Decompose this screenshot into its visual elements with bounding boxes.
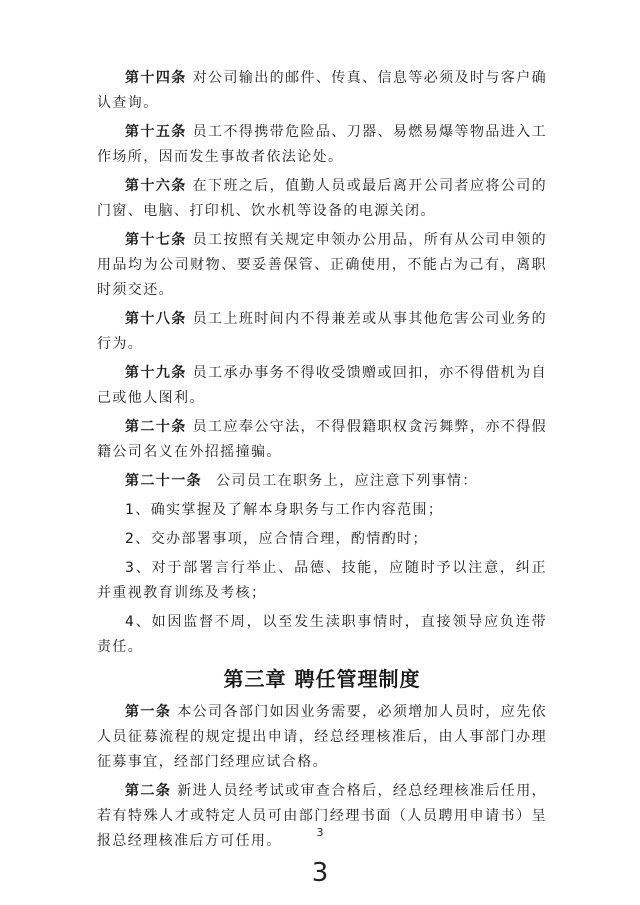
chapter3-article-1 [97, 700, 547, 775]
article-21 [97, 469, 547, 494]
article-text: 本公司各部门如因业务需要，必须增加人员时，应先依人员征募流程的规定提出申请，经总经理核准后，由人事部门办理征募事宜，经部门经理应试合格。 [97, 704, 547, 770]
article-20 [97, 415, 547, 465]
article-text: 员工承办事务不得收受馈赠或回扣，亦不得借机为自己或他人图利。 [97, 365, 547, 406]
article-text: 在下班之后，值勤人员或最后离开公司者应将公司的门窗、电脑、打印机、饮水机等设备的电源关闭。 [97, 178, 547, 219]
article-text: 员工按照有关规定申领办公用品，所有从公司申领的用品均为公司财物、要妥善保管、正确使用，不能占为己有，离职时须交还。 [97, 232, 547, 298]
page-number-small: 3 [316, 826, 324, 839]
article-text: 员工应奉公守法，不得假籍职权贪污舞弊，亦不得假籍公司名义在外招摇撞骗。 [97, 419, 547, 460]
chapter-title: 第三章 聘任管理制度 [223, 667, 421, 691]
list-item: 4、如因监督不周，以至发生渎职事情时，直接领导应负连带责任。 [97, 614, 547, 655]
article-label: 第二十条 [125, 419, 187, 435]
article-text: 新进人员经考试或审查合格后，经总经理核准后任用，若有特殊人才或特定人员可由部门经理书面（人员聘用申请书）呈报总经理核准后方可任用。 [97, 783, 547, 849]
article-text: 对公司输出的邮件、传真、信息等必须及时与客户确认查询。 [97, 70, 547, 111]
article-label: 第二十一条 [125, 473, 202, 489]
list-item: 3、对于部署言行举止、品德、技能，应随时予以注意，纠正并重视教育训练及考核； [97, 560, 547, 601]
article-label: 第十七条 [125, 232, 187, 248]
article-16 [97, 174, 547, 224]
article-14 [97, 66, 547, 116]
article-label: 第十四条 [125, 70, 187, 86]
article-label: 第十六条 [125, 178, 187, 194]
chapter3-article-2 [97, 779, 547, 854]
article-label: 第十五条 [125, 124, 187, 140]
list-item: 1、确实掌握及了解本身职务与工作内容范围； [125, 502, 444, 518]
article-19 [97, 361, 547, 411]
article-text: 员工不得携带危险品、刀器、易燃易爆等物品进入工作场所，因而发生事故者依法论处。 [97, 124, 547, 165]
article-label: 第二条 [125, 783, 172, 799]
article-label: 第十九条 [125, 365, 187, 381]
article-text: 员工上班时间内不得兼差或从事其他危害公司业务的行为。 [97, 311, 547, 352]
article-18 [97, 307, 547, 357]
article-label: 第十八条 [125, 311, 187, 327]
page-number-large: 3 [311, 858, 329, 888]
article-17 [97, 228, 547, 303]
document-body [97, 66, 547, 858]
article-label: 第一条 [125, 704, 172, 720]
list-item: 2、交办部署事项，应合情合理，酌情酌时； [125, 531, 428, 547]
article-text: 公司员工在职务上，应注意下列事情： [216, 473, 478, 489]
article-15 [97, 120, 547, 170]
